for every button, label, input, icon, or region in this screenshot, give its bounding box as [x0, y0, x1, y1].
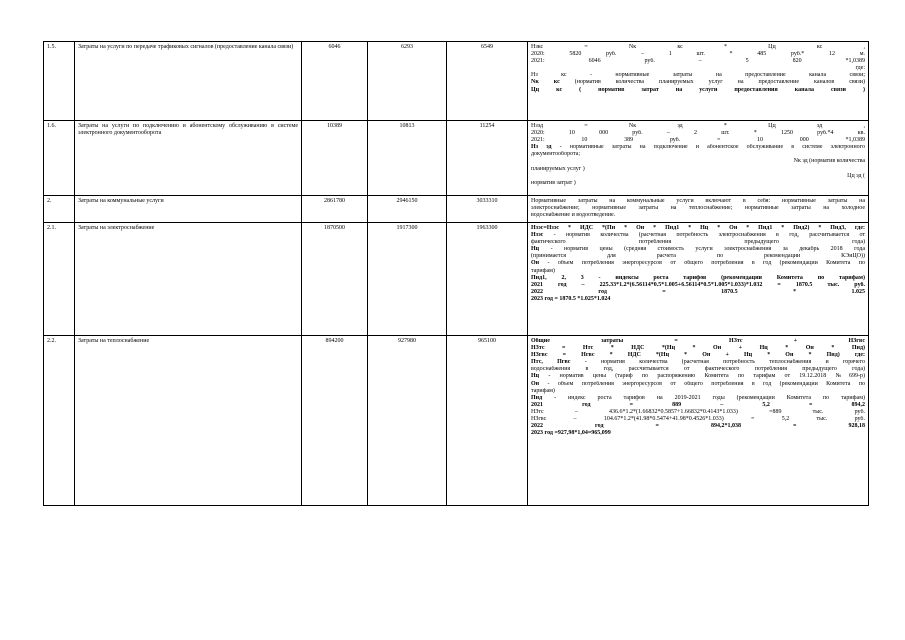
note-line: НЗтс – 436.6*1.2*(1.66832*0.5857+1.66832*0.4143*1.033) =889 тыс. руб.: [531, 408, 865, 415]
note-line: Nк кс (норматив количества планируемых услуг на предоставление каналов связи): [531, 79, 865, 86]
calculation-note: [528, 121, 869, 196]
note-line: 2022 год = 1870.5 * 1.025: [531, 288, 865, 295]
cost-item-name: Затраты на услуги по подключению и абонентскому обслуживанию в системе электронного документооборота: [75, 121, 302, 196]
note-line: Птс, Пгвс - норматив количества (расчетная потребность теплоснабжения и горячего: [531, 359, 865, 366]
calculation-note: [528, 42, 869, 121]
cost-item-name: Затраты на услуги по передаче трафиковых сигналов (предоставление канала связи): [75, 42, 302, 121]
cost-item-name: Затраты на коммунальные услуги: [75, 196, 302, 223]
note-line: Он - объем потребления энергоресурсов от общего потребления в год (рекомендации Комитета по: [531, 260, 865, 267]
note-line: 2020: 5820 руб. – 1 шт. * 485 руб.* 12 м.: [531, 51, 865, 58]
value-2022: 2946150: [368, 196, 447, 223]
note-line: 2020: 10 000 руб. – 2 шт. * 1250 руб.*4 кв.: [531, 130, 865, 137]
note-line: Пнд - индекс роста тарифов на 2019-2021 годы (рекомендации Комитета по тарифам): [531, 394, 865, 401]
note-line: водоснабжение и водоотведение.: [531, 212, 616, 219]
note-line: Цц кс ( норматив затрат на услуги предоставления канала связи ): [531, 86, 865, 93]
note-line: фактического потребления предыдущего года): [531, 239, 865, 246]
note-line: Нц - норматив цены (средняя стоимость услуги электроснабжения за декабрь 2018 года: [531, 246, 865, 253]
cost-item-name: Затраты на теплоснабжение: [75, 336, 302, 506]
calculation-note: [528, 223, 869, 336]
note-line: водоснабжения в год, рассчитывается от фактического потребления предыдущего года): [531, 366, 865, 373]
value-2021: 894200: [302, 336, 368, 506]
value-2022: 6293: [368, 42, 447, 121]
value-2021: 10389: [302, 121, 368, 196]
note-line: Нз кс - нормативные затраты на предоставление канала связи;: [531, 72, 865, 79]
note-line: документооборота;: [531, 151, 581, 158]
row-number: 1.6.: [44, 121, 75, 196]
note-line: 2021 год – 225.33*1.2*(6.56114*0.5*1.005+6.56114*0.5*1.005*1.033)*1.032 = 1870.5 тыс. руб.: [531, 281, 865, 288]
calculation-note: [528, 196, 869, 223]
note-line: Пнд1, 2, 3 - индексы роста тарифов (рекомендации Комитета по тарифам): [531, 274, 865, 281]
note-line: норматив затрат ): [531, 179, 576, 186]
note-line: 2021: 6046 руб. – 5 820 *1,0389: [531, 58, 865, 65]
value-2022: 1917300: [368, 223, 447, 336]
value-2023: 3033310: [447, 196, 528, 223]
note-line: НЗтс = Нтс * НДС *(Нц * Он + Нц * Он * Пнд): [531, 345, 865, 352]
note-line: Общие затраты = НЗтс + НЗгвс: [531, 338, 865, 344]
note-line: Нзкс = Nк кс * Цц кс ,: [531, 44, 865, 50]
note-line: Нц - норматив цены (тариф по распоряжению Комитета по тарифам от 19.12.2018 №699-р): [531, 373, 865, 380]
note-line: Нормативные затраты на коммунальные услуги включают в себя: нормативные затраты на: [531, 198, 865, 204]
note-line: 2021 год = 889 – 5,2 = 894,2: [531, 401, 865, 408]
note-line: (принимается для расчета по рекомендации КЭиЦО)): [531, 253, 865, 260]
value-2021: 6046: [302, 42, 368, 121]
note-line: НЗгвс – 104.67*1.2*(41.98*0.5474+41.98*0.4526*1.033) = 5,2 тыс. руб.: [531, 416, 865, 423]
note-line: где:: [855, 65, 865, 72]
note-line: Он - объем потребления энергоресурсов от общего потребления в год (рекомендации Комитета по: [531, 380, 865, 387]
value-2022: 10813: [368, 121, 447, 196]
value-2021: 2861780: [302, 196, 368, 223]
note-line: Нзэс=Нзэс * ИДС *(Пн * Он * Пнд1 * Нц * Он * Пнд1 * Пнд2) * Пнд3, где:: [531, 225, 865, 231]
note-line: Nк эд (норматив количества: [793, 158, 865, 165]
note-line: Нзэс - норматив количества (расчетная потребность электроснабжения в год, рассчитывается от: [531, 232, 865, 239]
note-line: 2023 год =927,98*1,04=965,099: [531, 430, 611, 437]
note-line: электроснабжение; нормативные затраты на теплоснабжение; нормативные затраты на холодное: [531, 205, 865, 212]
calculation-note: [528, 336, 869, 506]
value-2023: 11254: [447, 121, 528, 196]
note-line: тарифам): [531, 387, 555, 394]
note-line: Цц эд (: [847, 172, 865, 179]
table-row: [44, 121, 869, 196]
row-number: 2.1.: [44, 223, 75, 336]
cost-item-name: Затраты на электроснабжение: [75, 223, 302, 336]
note-line: Нз эд - нормативные затраты на подключение и абонентское обслуживание в системе электронного: [531, 144, 865, 151]
value-2022: 927980: [368, 336, 447, 506]
note-line: Нзэд = Nк эд * Цц эд ,: [531, 123, 865, 129]
value-2023: 965100: [447, 336, 528, 506]
table-row: [44, 336, 869, 506]
note-line: 2021: 10 389 руб. = 10 000 *1,0389: [531, 137, 865, 144]
table-row: [44, 196, 869, 223]
note-line: 2023 год = 1870.5 *1.025*1.024: [531, 295, 611, 302]
table-row: [44, 223, 869, 336]
value-2023: 6549: [447, 42, 528, 121]
note-line: планируемых услуг ): [531, 165, 585, 172]
row-number: 2.: [44, 196, 75, 223]
row-number: 1.5.: [44, 42, 75, 121]
note-line: НЗгвс = Нгвс * НДС *(Нц * Он + Нц * Он * Пнд) где:: [531, 352, 865, 359]
note-line: тарифам): [531, 267, 555, 274]
row-number: 2.2.: [44, 336, 75, 506]
value-2021: 1870500: [302, 223, 368, 336]
table-row: [44, 42, 869, 121]
value-2023: 1963300: [447, 223, 528, 336]
cost-table: [43, 41, 869, 506]
note-line: 2022 год = 894,2*1,038 = 928,18: [531, 423, 865, 430]
